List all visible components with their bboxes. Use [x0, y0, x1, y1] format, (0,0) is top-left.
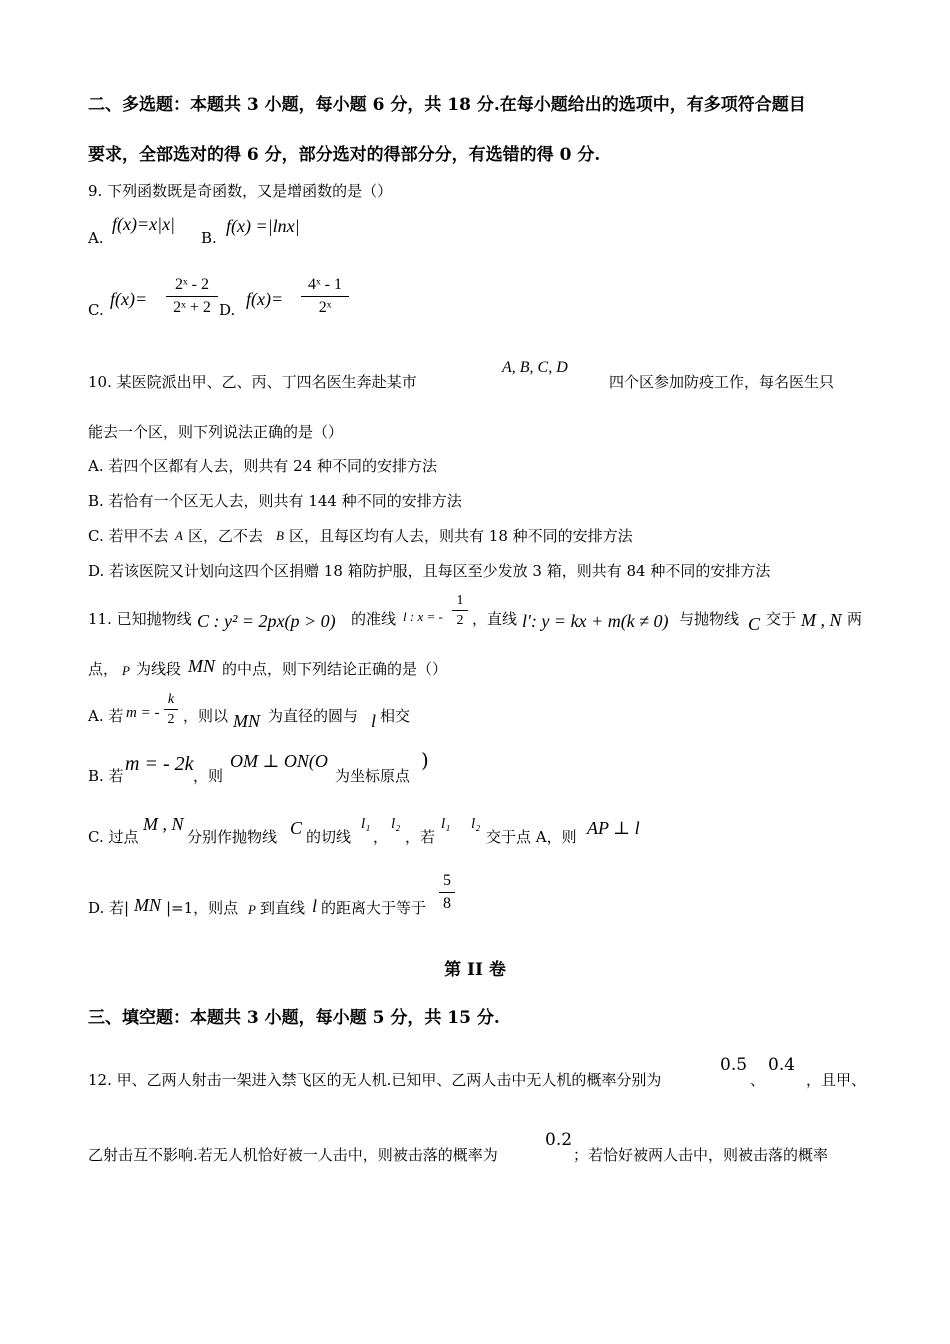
q11-option-a-2: 2	[167, 712, 175, 727]
q10-option-c-A: A	[175, 528, 183, 543]
fraction-bar	[452, 610, 468, 611]
q12-sep: 、	[750, 1071, 766, 1089]
q10-option-c-1: C. 若甲不去	[88, 527, 169, 545]
q9-option-c-lhs: f(x)=	[110, 289, 148, 309]
q11-option-d-P: P	[248, 902, 256, 917]
section-3-heading: 三、填空题：本题共 3 小题，每小题 5 分，共 15 分.	[88, 1008, 500, 1028]
q9-option-d-numerator: 4ˣ - 1	[308, 276, 342, 293]
q9-option-c-label: C.	[88, 301, 104, 319]
q11-option-c-3: 的切线	[306, 828, 352, 846]
fraction-bar	[439, 892, 455, 893]
q11-option-d-2: |=1，则点	[166, 899, 239, 917]
q9-option-c-denominator: 2ˣ + 2	[173, 299, 211, 316]
q11-option-d-1: D. 若|	[88, 899, 130, 917]
q11-option-c-l1b: l₁	[441, 816, 451, 832]
q9-option-b-expr: f(x) =|lnx|	[226, 216, 300, 236]
q11-option-a-1: A. 若	[88, 707, 124, 725]
q11-option-a-k: k	[167, 692, 175, 707]
section-2-heading-line1: 二、多选题：本题共 3 小题，每小题 6 分，共 18 分.在每小题给出的选项中，有多项符合题目	[88, 95, 806, 115]
q11-line2-1: 点，	[88, 660, 119, 678]
q11-half-den: 2	[456, 613, 464, 628]
fraction-bar	[164, 709, 178, 710]
q11-stem-6: 两	[847, 610, 863, 628]
q9-option-a-label: A.	[88, 229, 104, 247]
q11-MN: MN	[188, 656, 215, 676]
q11-directrix: l : x = -	[403, 609, 443, 624]
q10-districts: A, B, C, D	[502, 359, 568, 376]
fraction-bar	[166, 296, 218, 297]
q11-parabola: C : y² = 2px(p > 0)	[197, 611, 336, 631]
q11-option-c-5: 交于点 A，则	[486, 828, 577, 846]
q11-option-a-MN: MN	[233, 711, 260, 731]
q12-line1-end: ，且甲、	[806, 1071, 867, 1089]
q11-option-c-l2b: l₂	[471, 816, 481, 832]
q11-option-d-den: 8	[443, 895, 451, 912]
q11-C: C	[748, 614, 761, 634]
q9-option-d-fraction	[301, 275, 349, 318]
q11-option-d-fraction	[439, 871, 455, 914]
q12-line2-end: ；若恰好被两人击中，则被击落的概率	[573, 1146, 829, 1164]
q11-option-d-MN: MN	[134, 895, 161, 915]
q11-MN-points: M , N	[801, 610, 842, 630]
q11-option-c-l1: l₁	[361, 816, 371, 832]
q11-half-num: 1	[456, 593, 464, 608]
q11-option-d-4: 的距离大于等于	[321, 899, 427, 917]
q9-option-a-expr: f(x)=x|x|	[112, 214, 175, 234]
q12-line1: 12. 甲、乙两人射击一架进入禁飞区的无人机.已知甲、乙两人击中无人机的概率分别为	[88, 1071, 662, 1089]
q10-stem-line2: 能去一个区，则下列说法正确的是（）	[88, 423, 344, 441]
q11-stem-2: 的准线	[351, 610, 397, 628]
q11-stem-5: 交于	[766, 610, 797, 628]
q12-p1: 0.5	[720, 1055, 748, 1075]
q10-option-c-3: 区，且每区均有人去，则共有 18 种不同的安排方法	[289, 527, 633, 545]
fraction-bar	[301, 296, 349, 297]
q10-option-d: D. 若该医院又计划向这四个区捐赠 18 箱防护服，且每区至少发放 3 箱，则共有 84 种不同的安排方法	[88, 562, 771, 580]
q10-option-a: A. 若四个区都有人去，则共有 24 种不同的安排方法	[88, 457, 437, 475]
q11-stem-4: 与抛物线	[679, 610, 740, 628]
q11-option-b-2: ，则	[193, 767, 224, 785]
q9-option-b-label: B.	[201, 229, 217, 247]
q11-option-b-3: 为坐标原点	[335, 767, 411, 785]
q11-option-a-m: m = -	[126, 705, 160, 721]
q9-option-d-label: D.	[219, 301, 236, 319]
part-2-title: 第 II 卷	[444, 960, 506, 980]
q11-option-c-1: C. 过点	[88, 828, 139, 846]
q10-option-b: B. 若恰有一个区无人去，则共有 144 种不同的安排方法	[88, 492, 462, 510]
q11-option-c-AP: AP ⊥ l	[587, 818, 640, 838]
q11-option-c-4: ，若	[405, 828, 436, 846]
q11-option-d-l: l	[312, 896, 318, 916]
q9-option-d-lhs: f(x)=	[246, 289, 284, 309]
q10-stem-end: 四个区参加防疫工作，每名医生只	[609, 373, 835, 391]
q11-option-b-m: m = - 2k	[125, 753, 194, 775]
q11-option-c-2: 分别作抛物线	[187, 828, 278, 846]
q12-p3: 0.2	[545, 1130, 573, 1150]
q11-option-c-l2: l₂	[391, 816, 401, 832]
q11-line2-2: 为线段	[136, 660, 182, 678]
q11-directrix-fraction	[452, 592, 468, 629]
q12-p2: 0.4	[768, 1055, 796, 1075]
q11-line2-3: 的中点，则下列结论正确的是（）	[222, 660, 448, 678]
q11-option-a-3: 为直径的圆与	[268, 707, 359, 725]
q9-option-d-denominator: 2ˣ	[318, 299, 332, 316]
q11-option-c-MN: M , N	[143, 814, 184, 834]
section-2-heading-line2: 要求，全部选对的得 6 分，部分选对的得部分分，有选错的得 0 分.	[88, 145, 601, 165]
q9-stem: 9. 下列函数既是奇函数，又是增函数的是（）	[88, 182, 393, 200]
q11-option-c-comma: ，	[373, 828, 389, 846]
q11-option-b-paren: )	[421, 748, 429, 772]
q11-line-equation: l′: y = kx + m(k ≠ 0)	[522, 611, 669, 631]
q10-option-c-2: 区，乙不去	[188, 527, 264, 545]
q9-option-c-numerator: 2ˣ - 2	[175, 276, 209, 293]
q11-option-a-l: l	[371, 711, 377, 731]
q11-stem-1: 11. 已知抛物线	[88, 610, 192, 628]
q11-option-b-1: B. 若	[88, 767, 124, 785]
q11-option-b-perp: OM ⊥ ON(O	[230, 751, 328, 771]
q11-option-d-3: 到直线	[260, 899, 306, 917]
q11-option-a-2-text: ，则以	[183, 707, 229, 725]
q10-stem-start: 10. 某医院派出甲、乙、丙、丁四名医生奔赴某市	[88, 373, 417, 391]
q11-option-c-C: C	[290, 818, 303, 838]
q12-line2: 乙射击互不影响.若无人机恰好被一人击中，则被击落的概率为	[88, 1146, 498, 1164]
q11-stem-3: ，直线	[472, 610, 518, 628]
q11-option-a-4: 相交	[380, 707, 411, 725]
q11-P: P	[122, 663, 130, 678]
q11-option-d-num: 5	[443, 872, 451, 889]
q11-option-a-fraction	[164, 691, 178, 728]
q10-option-c-B: B	[276, 528, 284, 543]
q9-option-c-fraction	[166, 275, 218, 318]
